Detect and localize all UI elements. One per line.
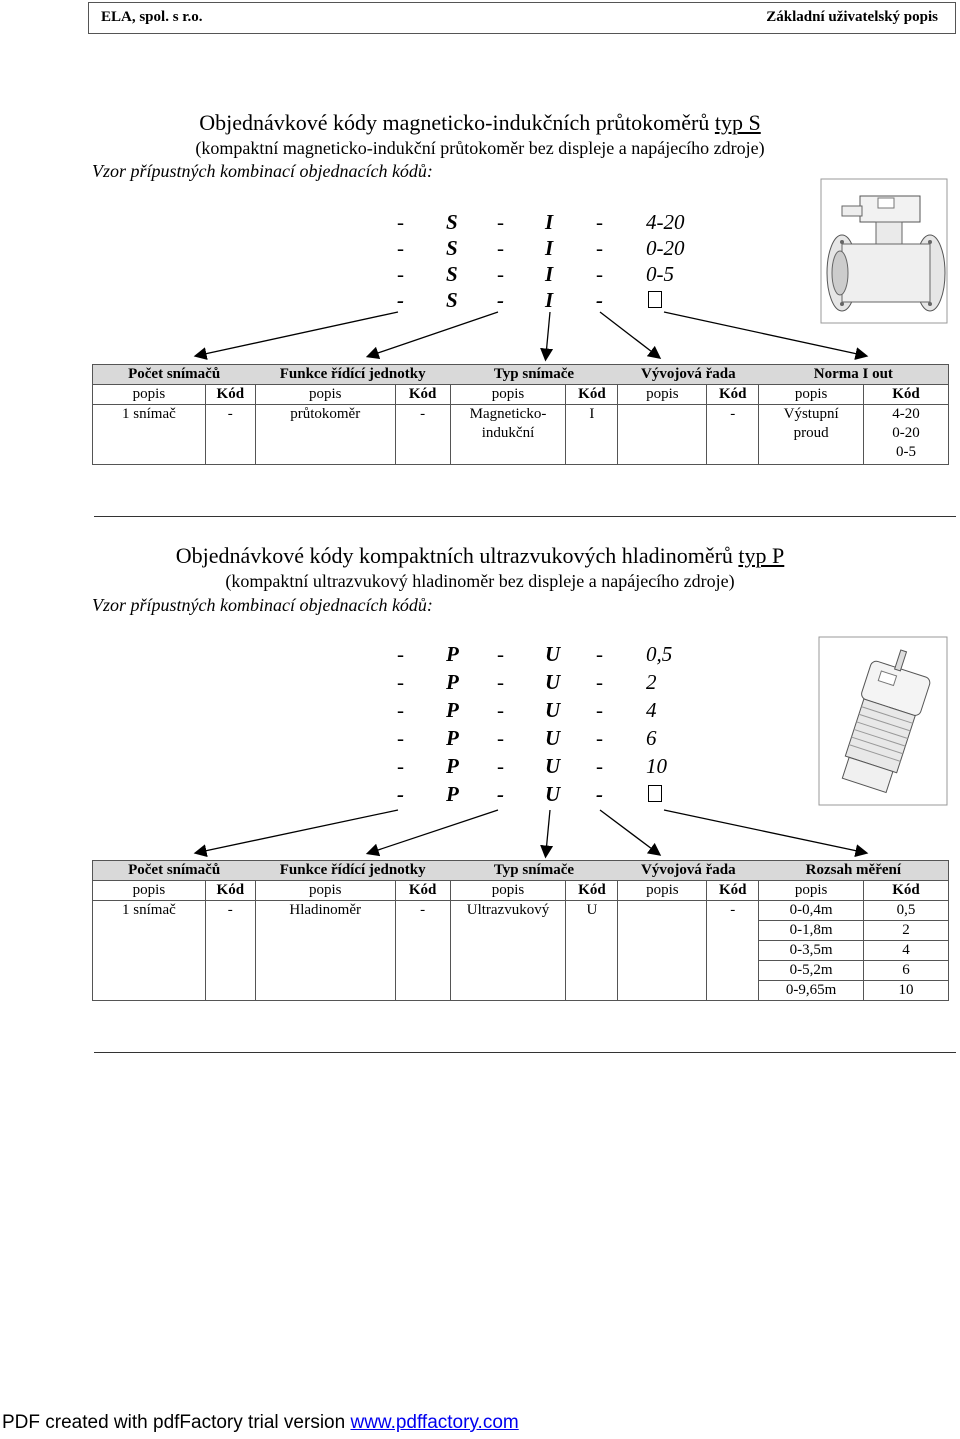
code-dash: - [596,670,603,694]
section-p-title-text: Objednávkové kódy kompaktních ultrazvukových hladinoměrů [175,543,739,568]
cell-typ-kod: I [566,405,618,465]
code-dash: - [397,726,404,750]
cell-pocet-kod: - [205,901,255,921]
table-subheader-row [93,881,949,901]
code-dash: - [497,288,504,312]
table-row [93,941,949,961]
header-rada: Vývojová řada [618,365,759,385]
code-dash: - [596,698,603,722]
range-kod: 2 [864,921,949,941]
code-dash: - [397,698,404,722]
code-letter: S [446,262,458,286]
sub-kod: Kód [205,881,255,901]
sub-popis: popis [759,385,864,405]
code-dash: - [596,726,603,750]
sub-kod: Kód [205,385,255,405]
norma-kod: 0-20 [892,425,920,441]
norma-kod: 4-20 [892,406,920,422]
table-row [93,921,949,941]
sub-kod: Kód [566,881,618,901]
range-kod: 4 [864,941,949,961]
range-kod: 6 [864,961,949,981]
code-dash: - [397,782,404,806]
code-line [0,698,960,724]
code-letter: U [545,726,561,750]
cell-pocet-kod: - [205,405,255,465]
code-value: 4 [646,698,657,722]
cell-funkce-kod: - [395,901,450,921]
code-letter: U [545,670,561,694]
sub-kod: Kód [395,385,450,405]
code-letter: U [545,782,561,806]
cell-rada [618,901,707,921]
section-p-vzor: Vzor přípustných kombinací objednacích kódů: [92,595,433,615]
cell-typ-kod: U [566,901,618,921]
section-s-vzor: Vzor přípustných kombinací objednacích kódů: [92,161,433,181]
section-p-arrows [0,800,960,865]
sub-popis: popis [759,881,864,901]
norma-kod: 0-5 [896,444,917,460]
range-kod: 0,5 [864,901,949,921]
code-letter: S [446,288,458,312]
sub-kod: Kód [864,881,949,901]
code-value: 0,5 [646,642,673,666]
code-letter: P [446,642,459,666]
code-dash: - [497,642,504,666]
code-line [0,210,960,236]
code-line [0,262,960,288]
code-value: 0-5 [646,262,674,286]
cell-typ-line2: indukční [481,425,535,441]
cell-norma-line1: Výstupní [783,406,839,422]
code-letter: I [545,288,554,312]
table-row [93,901,949,921]
code-dash: - [596,262,603,286]
header-pocet: Počet snímačů [93,365,256,385]
section-divider [94,1052,956,1053]
table-row [93,405,949,465]
range-popis: 0-3,5m [759,941,864,961]
code-dash: - [596,754,603,778]
sub-popis: popis [618,385,707,405]
section-divider [94,516,956,517]
table-row [93,981,949,1001]
code-dash: - [497,670,504,694]
code-line [0,236,960,262]
range-popis: 0-0,4m [759,901,864,921]
section-s-type: typ S [714,110,761,135]
footer-text: PDF created with pdfFactory trial version [2,1412,351,1433]
code-letter: U [545,642,561,666]
range-popis: 0-5,2m [759,961,864,981]
cell-norma [759,405,864,465]
section-s-arrows [0,300,960,370]
cell-typ-line1: Magneticko- [469,406,547,422]
code-dash: - [497,236,504,260]
cell-funkce: Hladinoměr [255,901,395,921]
code-letter: P [446,670,459,694]
code-letter: P [446,754,459,778]
cell-pocet: 1 snímač [93,901,206,921]
cell-norma-line2: proud [793,425,829,441]
header-typ: Typ snímače [450,861,618,881]
header-rada: Vývojová řada [618,861,759,881]
sub-kod: Kód [707,881,759,901]
code-value: 10 [646,754,667,778]
section-p-subtitle: (kompaktní ultrazvukový hladinoměr bez displeje a napájecího zdroje) [225,571,735,591]
cell-funkce: průtokoměr [255,405,395,465]
code-dash: - [497,210,504,234]
section-s-title-text: Objednávkové kódy magneticko-indukčních průtokoměrů [199,110,715,135]
sub-kod: Kód [707,385,759,405]
cell-typ: Ultrazvukový [450,901,566,921]
company-name: ELA, spol. s r.o. [101,9,203,25]
header-pocet: Počet snímačů [93,861,256,881]
sub-kod: Kód [864,385,949,405]
sub-popis: popis [255,385,395,405]
cell-funkce-kod: - [395,405,450,465]
code-dash: - [596,782,603,806]
code-letter: S [446,210,458,234]
table-header-row [93,365,949,385]
code-dash: - [397,288,404,312]
sub-popis: popis [450,385,566,405]
code-line [0,726,960,752]
code-value: 2 [646,670,657,694]
code-dash: - [397,642,404,666]
code-letter: S [446,236,458,260]
code-dash: - [497,698,504,722]
cell-rada-kod: - [707,901,759,921]
code-value: 0-20 [646,236,685,260]
section-p-table [92,860,949,1001]
code-letter: P [446,726,459,750]
cell-rada-kod: - [707,405,759,465]
table-row [93,961,949,981]
code-letter: P [446,782,459,806]
code-line [0,642,960,668]
section-p-type: typ P [738,543,785,568]
code-dash: - [596,210,603,234]
section-s-subtitle: (kompaktní magneticko-indukční průtokoměr bez displeje a napájecího zdroje) [195,138,765,158]
document-title: Základní uživatelský popis [766,9,938,25]
sub-kod: Kód [395,881,450,901]
range-popis: 0-9,65m [759,981,864,1001]
header-norma: Norma I out [759,365,949,385]
pdffactory-link[interactable]: www.pdffactory.com [350,1412,519,1433]
sub-popis: popis [93,881,206,901]
code-dash: - [397,236,404,260]
cell-typ [450,405,566,465]
sub-popis: popis [93,385,206,405]
table-subheader-row [93,385,949,405]
header-funkce: Funkce řídící jednotky [255,365,450,385]
code-letter: I [545,236,554,260]
section-s-title [0,110,960,136]
code-letter: I [545,210,554,234]
code-dash: - [497,726,504,750]
code-value: 6 [646,726,657,750]
code-letter: I [545,262,554,286]
header-funkce: Funkce řídící jednotky [255,861,450,881]
code-dash: - [397,670,404,694]
code-dash: - [397,210,404,234]
code-dash: - [497,754,504,778]
section-p-title [0,543,960,569]
code-dash: - [497,782,504,806]
sub-kod: Kód [566,385,618,405]
level-meter-image [818,636,948,806]
header-typ: Typ snímače [450,365,618,385]
code-dash: - [596,236,603,260]
sub-popis: popis [255,881,395,901]
range-popis: 0-1,8m [759,921,864,941]
code-dash: - [596,642,603,666]
code-dash: - [397,754,404,778]
cell-norma-kod [864,405,949,465]
cell-rada [618,405,707,465]
code-letter: P [446,698,459,722]
range-kod: 10 [864,981,949,1001]
pdf-footer [2,1412,519,1434]
code-line [0,754,960,780]
code-letter: U [545,754,561,778]
code-letter: U [545,698,561,722]
table-header-row [93,861,949,881]
section-s-table [92,364,949,465]
code-dash: - [497,262,504,286]
header-rozsah: Rozsah měření [759,861,949,881]
code-value: 4-20 [646,210,685,234]
code-line [0,670,960,696]
sub-popis: popis [450,881,566,901]
cell-pocet: 1 snímač [93,405,206,465]
sub-popis: popis [618,881,707,901]
code-dash: - [397,262,404,286]
code-dash: - [596,288,603,312]
